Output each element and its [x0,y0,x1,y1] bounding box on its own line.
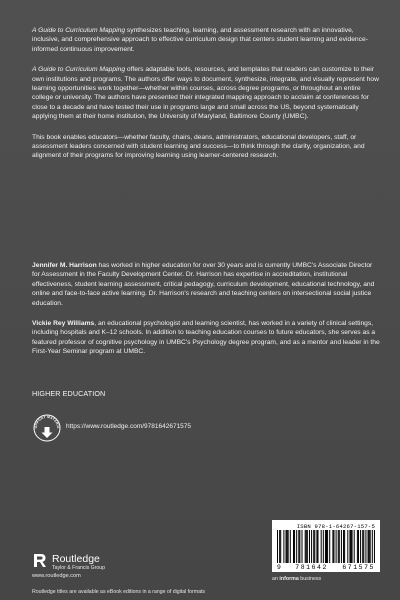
barcode-bar [306,530,307,563]
description-text: synthesizes teaching, learning, and assessment research with an innovative, inclusive, and comprehensive approach to effective curriculum design that centers student learning and evidence-informed continuous improvement. [32,27,368,53]
barcode-bar [294,530,295,563]
author-bio-2 [32,319,380,357]
routledge-r-icon [32,552,48,573]
publisher-name: Routledge [52,552,100,565]
barcode-bar [347,530,348,563]
barcode-bar [321,530,322,563]
barcode-bar [339,530,340,563]
barcode-bar [280,530,281,563]
description-paragraph-2 [32,65,380,121]
barcode-bar [362,530,363,563]
barcode-digits [277,564,375,571]
barcode-bar [343,530,344,563]
barcode-bar [357,530,358,563]
informa-business-line [272,576,321,582]
barcode-bar [287,530,288,563]
barcode-bar [369,530,370,563]
informa-suffix: business [298,576,322,582]
barcode-digit-group-1: 781642 [295,564,328,571]
barcode-bar [374,530,375,563]
barcode-bar [336,530,337,563]
description-paragraph-3: This book enables educators—whether faculty, chairs, deans, administrators, educational developers, staff, or assessment leaders concerned with student learning and success—to think through the clarity, organization, and alignment of their programs for improving learning using learner-centered research. [32,133,365,160]
isbn-label: ISBN 978-1-64267-157-5 [296,523,375,530]
barcode-bar [338,530,339,563]
barcode-bar [279,530,280,563]
barcode-bar [344,530,345,563]
barcode-bar [370,530,371,563]
ebook-note: Routledge titles are available as eBook editions in a range of digital formats [32,589,206,595]
barcode-digit-group-2: 671575 [342,564,375,571]
barcode-bar [341,530,342,563]
barcode-bar [354,530,355,563]
barcode-bar [372,530,373,563]
support-material-link[interactable]: https://www.routledge.com/9781642671575 [66,422,192,430]
publisher-logo [32,552,105,573]
support-material-icon [32,413,62,443]
publisher-website[interactable]: www.routledge.com [32,573,81,579]
book-title-italic: A Guide to Curriculum Mapping [32,27,126,34]
barcode-bar [307,530,308,563]
author-bio-text: , an educational psychologist and learning scientist, has worked in a variety of clinical settings, including hospitals and K–12 schools. In addition to teaching education courses to future educators, she serves as a featured professor of cognitive psychology in UMBC's Psychology degree program, and as a mentor and leader in the First-Year Seminar program at UMBC. [32,320,380,356]
barcode-bar [358,530,359,563]
informa-prefix: an [272,576,280,582]
barcode-bar [314,530,315,563]
barcode-bar [365,530,366,563]
barcode-bar [313,530,314,563]
barcode-bar [325,530,326,563]
barcode-bar [329,530,330,563]
barcode-bar [351,530,352,563]
subject-category: HIGHER EDUCATION [32,389,106,398]
svg-text:SUPPORT MATERIAL: UPPORT MATERIA [33,414,61,429]
barcode-bar [305,530,306,563]
author-name: Jennifer M. Harrison [32,262,97,269]
barcode-bar [288,530,289,563]
barcode-bars [277,530,375,563]
barcode-bar [299,530,300,563]
barcode-bar [327,530,328,563]
publisher-group: Taylor & Francis Group [52,564,106,571]
description-text: offers adaptable tools, resources, and templates that readers can customize to their own institutions and programs. The authors offer ways to document, synthesize, integrate, and visually represent how learning opportunities work together—whether within courses, across degree programs, or throughout an entire college or university. The authors have presented their integrated mapping approach to acclaim at conferences for close to a decade and have tested their use in programs large and small across the US, beyond systematically applying them at their home institution, the University of Maryland, Baltimore County (UMBC). [32,66,379,121]
support-material-row [32,413,191,443]
barcode-bar [277,530,278,563]
barcode-bar [286,530,287,563]
barcode-bar [326,530,327,563]
barcode-bar [298,530,299,563]
barcode-bar [333,530,334,563]
informa-brand: informa [279,576,299,582]
publisher-wordmark [52,554,105,572]
barcode-bar [352,530,353,563]
barcode-bar [293,530,294,563]
barcode-bar [296,530,297,563]
barcode-bar [283,530,284,563]
author-name: Vickie Rey Williams [32,320,95,328]
barcode-bar [323,530,324,563]
description-block [32,26,380,172]
author-bio-1 [32,261,380,308]
barcode-bar [360,530,361,563]
author-bios [32,261,380,368]
barcode-bar [332,530,333,563]
isbn-barcode [272,520,380,572]
barcode-bar [363,530,364,563]
barcode-bar [302,530,303,563]
barcode-bar [349,530,350,563]
barcode-bar [290,530,291,563]
barcode-bar [311,530,312,563]
barcode-bar [309,530,310,563]
barcode-bar [317,530,318,563]
author-bio-text: has worked in higher education for over 30 years and is currently UMBC's Associate Director for Assessment in the Faculty Development Center. Dr. Harrison has expertise in accreditation, institutional effectiveness, student learning assessment, critical pedagogy, curriculum development, educational technology, and online and face-to-face active learning. Dr. Harrison's research and teaching centers on intersectional social justice education. [32,262,375,307]
barcode-bar [368,530,369,563]
barcode-bar [316,530,317,563]
description-paragraph-1 [32,26,380,54]
barcode-digit-first: 9 [277,564,281,571]
book-title-italic: A Guide to Curriculum Mapping [32,66,126,74]
